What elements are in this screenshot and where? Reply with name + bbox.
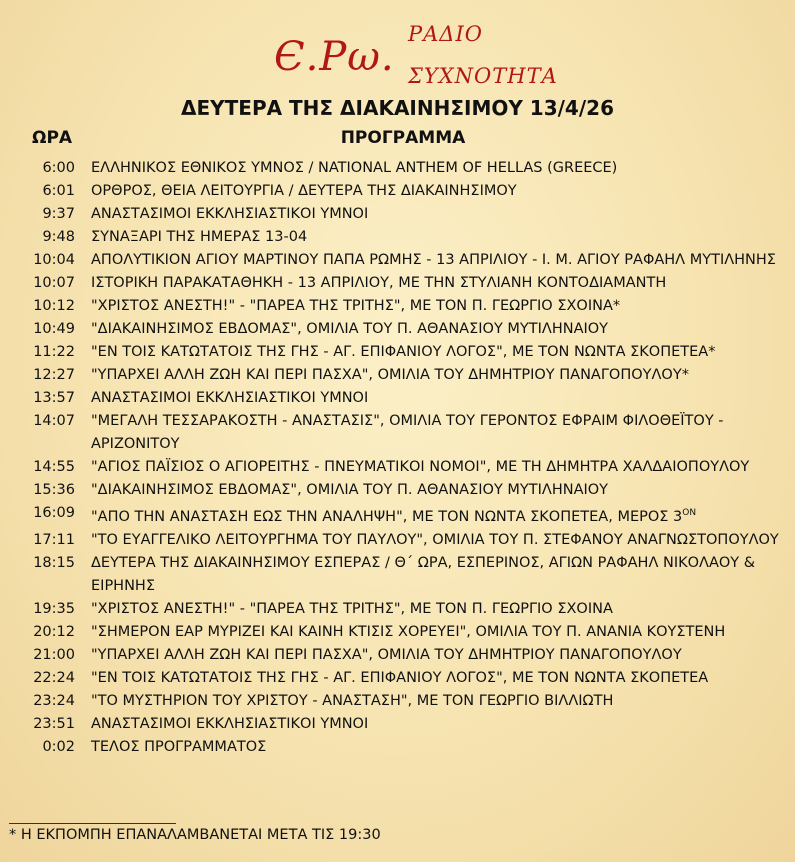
schedule-time: 11:22 (33, 344, 75, 360)
schedule-program-text: "ΕΝ ΤΟΙΣ ΚΑΤΩΤΑΤΟΙΣ ΤΗΣ ΓΗΣ - ΑΓ. ΕΠΙΦΑΝΙΟΥ ΛΟΓΟΣ", ΜΕ ΤΟΝ ΝΩΝΤΑ ΣΚΟΠΕΤΕΑ* (91, 344, 716, 360)
schedule-program-text: "ΑΓΙΟΣ ΠΑΪΣΙΟΣ Ο ΑΓΙΟΡΕΙΤΗΣ - ΠΝΕΥΜΑΤΙΚΟΙ ΝΟΜΟΙ", ΜΕ ΤΗ ΔΗΜΗΤΡΑ ΧΑΛΔΑΙΟΠΟΥΛΟΥ (91, 459, 750, 475)
schedule-program-text: ΟΡΘΡΟΣ, ΘΕΙΑ ΛΕΙΤΟΥΡΓΙΑ / ΔΕΥΤΕΡΑ ΤΗΣ ΔΙΑΚΑΙΝΗΣΙΜΟΥ (91, 183, 517, 199)
schedule-time: 10:07 (33, 275, 75, 291)
logo-word-radio: ΡΑΔΙΟ (408, 22, 483, 46)
schedule-program-text: ΕΛΛΗΝΙΚΟΣ ΕΘΝΙΚΟΣ ΥΜΝΟΣ / NATIONAL ANTHEM OF HELLAS (GREECE) (91, 160, 618, 176)
column-header-program: ΠΡΟΓΡΑΜΜΑ (340, 128, 466, 148)
schedule-time: 0:02 (42, 738, 75, 755)
schedule-time: 6:00 (42, 160, 75, 176)
schedule-program (91, 387, 781, 410)
schedule-program-text: "ΔΙΑΚΑΙΝΗΣΙΜΟΣ ΕΒΔΟΜΑΣ", ΟΜΙΛΙΑ ΤΟΥ Π. ΑΘΑΝΑΣΙΟΥ ΜΥΤΙΛΗΝΑΙΟΥ (91, 321, 609, 337)
schedule-row (0, 479, 795, 502)
schedule-program (91, 644, 781, 667)
schedule-row (0, 410, 795, 456)
schedule-program-text: ΑΝΑΣΤΑΣΙΜΟΙ ΕΚΚΛΗΣΙΑΣΤΙΚΟΙ ΥΜΝΟΙ (91, 206, 369, 222)
schedule-program-text: ΤΕΛΟΣ ΠΡΟΓΡΑΜΜΑΤΟΣ (91, 738, 267, 755)
footnote-divider (9, 823, 176, 824)
schedule-program (91, 690, 781, 713)
schedule-row (0, 318, 795, 341)
schedule-row (0, 387, 795, 410)
schedule-program-text: ΑΠΟΛΥΤΙΚΙΟΝ ΑΓΙΟΥ ΜΑΡΤΙΝΟΥ ΠΑΠΑ ΡΩΜΗΣ - 13 ΑΠΡΙΛΙΟΥ - Ι. Μ. ΑΓΙΟΥ ΡΑΦΑΗΛ ΜΥΤΙΛΗΝΗΣ (91, 252, 776, 268)
schedule-program (91, 272, 781, 295)
schedule-row (0, 456, 795, 479)
schedule-program-text: "ΤΟ ΕΥΑΓΓΕΛΙΚΟ ΛΕΙΤΟΥΡΓΗΜΑ ΤΟΥ ΠΑΥΛΟΥ", ΟΜΙΛΙΑ ΤΟΥ Π. ΣΤΕΦΑΝΟΥ ΑΝΑΓΝΩΣΤΟΠΟΥΛΟΥ (91, 531, 779, 548)
schedule-program (91, 713, 781, 736)
schedule-program-text: "ΥΠΑΡΧΕΙ ΑΛΛΗ ΖΩΗ ΚΑΙ ΠΕΡΙ ΠΑΣΧΑ", ΟΜΙΛΙΑ ΤΟΥ ΔΗΜΗΤΡΙΟΥ ΠΑΝΑΓΟΠΟΥΛΟΥ (91, 646, 682, 663)
schedule-program-text: "ΥΠΑΡΧΕΙ ΑΛΛΗ ΖΩΗ ΚΑΙ ΠΕΡΙ ΠΑΣΧΑ", ΟΜΙΛΙΑ ΤΟΥ ΔΗΜΗΤΡΙΟΥ ΠΑΝΑΓΟΠΟΥΛΟΥ* (91, 367, 689, 383)
schedule-time: 14:07 (33, 413, 75, 429)
schedule-program (91, 598, 781, 621)
schedule-row (0, 249, 795, 272)
schedule-program-text: "ΧΡΙΣΤΟΣ ΑΝΕΣΤΗ!" - "ΠΑΡΕΑ ΤΗΣ ΤΡΙΤΗΣ", ΜΕ ΤΟΝ Π. ΓΕΩΡΓΙΟ ΣΧΟΙΝΑ* (91, 298, 621, 314)
schedule-program (91, 203, 781, 226)
schedule-time: 22:24 (33, 669, 75, 686)
schedule-program-text: ΣΥΝΑΞΑΡΙ ΤΗΣ ΗΜΕΡΑΣ 13-04 (91, 229, 308, 245)
schedule-program (91, 410, 781, 456)
schedule-program (91, 621, 781, 644)
schedule-row (0, 598, 795, 621)
logo-mark: Є.Рω. (274, 34, 395, 80)
schedule-time: 17:11 (33, 531, 75, 548)
schedule-row (0, 667, 795, 690)
schedule-list (0, 157, 795, 759)
schedule-program-text: "ΔΙΑΚΑΙΝΗΣΙΜΟΣ ΕΒΔΟΜΑΣ", ΟΜΙΛΙΑ ΤΟΥ Π. ΑΘΑΝΑΣΙΟΥ ΜΥΤΙΛΗΝΑΙΟΥ (91, 482, 609, 498)
schedule-program-text: "ΣΗΜΕΡΟΝ ΕΑΡ ΜΥΡΙΖΕΙ ΚΑΙ ΚΑΙΝΗ ΚΤΙΣΙΣ ΧΟΡΕΥΕΙ", ΟΜΙΛΙΑ ΤΟΥ Π. ΑΝΑΝΙΑ ΚΟΥΣΤΕΝΗ (91, 623, 726, 640)
footnote: * Η ΕΚΠΟΜΠΗ ΕΠΑΝΑΛΑΜΒΑΝΕΤΑΙ ΜΕΤΑ ΤΙΣ 19:30 (9, 827, 381, 843)
schedule-time: 13:57 (33, 390, 75, 406)
schedule-row (0, 552, 795, 598)
schedule-time: 10:12 (33, 298, 75, 314)
schedule-row (0, 203, 795, 226)
schedule-program (91, 529, 781, 552)
ordinal-superscript: ΟΝ (682, 508, 697, 518)
schedule-program-text: ΑΝΑΣΤΑΣΙΜΟΙ ΕΚΚΛΗΣΙΑΣΤΙΚΟΙ ΥΜΝΟΙ (91, 715, 369, 732)
schedule-program (91, 157, 781, 180)
schedule-program-text: ΑΝΑΣΤΑΣΙΜΟΙ ΕΚΚΛΗΣΙΑΣΤΙΚΟΙ ΥΜΝΟΙ (91, 390, 369, 406)
column-header-time: ΩΡΑ (32, 128, 73, 148)
schedule-row (0, 644, 795, 667)
schedule-time: 12:27 (33, 367, 75, 383)
schedule-program-text: "ΧΡΙΣΤΟΣ ΑΝΕΣΤΗ!" - "ΠΑΡΕΑ ΤΗΣ ΤΡΙΤΗΣ", ΜΕ ΤΟΝ Π. ΓΕΩΡΓΙΟ ΣΧΟΙΝΑ (91, 600, 613, 617)
schedule-time: 6:01 (42, 183, 75, 199)
schedule-program-text: "ΤΟ ΜΥΣΤΗΡΙΟΝ ΤΟΥ ΧΡΙΣΤΟΥ - ΑΝΑΣΤΑΣΗ", ΜΕ ΤΟΝ ΓΕΩΡΓΙΟ ΒΙΛΛΙΩΤΗ (91, 692, 614, 709)
schedule-program (91, 364, 781, 387)
schedule-row (0, 713, 795, 736)
schedule-time: 14:55 (33, 459, 75, 475)
schedule-row (0, 341, 795, 364)
schedule-row (0, 364, 795, 387)
schedule-program-text: "ΕΝ ΤΟΙΣ ΚΑΤΩΤΑΤΟΙΣ ΤΗΣ ΓΗΣ - ΑΓ. ΕΠΙΦΑΝΙΟΥ ΛΟΓΟΣ", ΜΕ ΤΟΝ ΝΩΝΤΑ ΣΚΟΠΕΤΕΑ (91, 669, 709, 686)
schedule-time: 15:36 (33, 482, 75, 498)
schedule-row (0, 690, 795, 713)
schedule-program (91, 456, 781, 479)
schedule-row (0, 180, 795, 203)
schedule-program-text: "ΜΕΓΑΛΗ ΤΕΣΣΑΡΑΚΟΣΤΗ - ΑΝΑΣΤΑΣΙΣ", ΟΜΙΛΙΑ ΤΟΥ ΓΕΡΟΝΤΟΣ ΕΦΡΑΙΜ ΦΙΛΟΘΕΪΤΟΥ - ΑΡΙΖΟΝΙΤΟΥ (91, 413, 724, 452)
schedule-row (0, 529, 795, 552)
page-title: ΔΕΥΤΕΡΑ ΤΗΣ ΔΙΑΚΑΙΝΗΣΙΜΟΥ 13/4/26 (181, 96, 614, 120)
schedule-time: 21:00 (33, 646, 75, 663)
station-logo (0, 18, 795, 96)
schedule-time: 10:04 (33, 252, 75, 268)
schedule-row (0, 295, 795, 318)
schedule-time: 18:15 (33, 554, 75, 571)
schedule-row (0, 272, 795, 295)
schedule-time: 19:35 (33, 600, 75, 617)
schedule-program-text: ΙΣΤΟΡΙΚΗ ΠΑΡΑΚΑΤΑΘΗΚΗ - 13 ΑΠΡΙΛΙΟΥ, ΜΕ ΤΗΝ ΣΤΥΛΙΑΝΗ ΚΟΝΤΟΔΙΑΜΑΝΤΗ (91, 275, 667, 291)
schedule-row (0, 502, 795, 529)
schedule-time: 9:37 (42, 206, 75, 222)
schedule-time: 23:24 (33, 692, 75, 709)
schedule-time: 23:51 (33, 715, 75, 732)
schedule-row (0, 621, 795, 644)
schedule-time: 10:49 (33, 321, 75, 337)
schedule-program (91, 249, 781, 272)
schedule-program (91, 295, 781, 318)
schedule-program-text: ΔΕΥΤΕΡΑ ΤΗΣ ΔΙΑΚΑΙΝΗΣΙΜΟΥ ΕΣΠΕΡΑΣ / Θ΄ ΩΡΑ, ΕΣΠΕΡΙΝΟΣ, ΑΓΙΩΝ ΡΑΦΑΗΛ ΝΙΚΟΛΑΟΥ & ΕΙΡΗΝΗΣ (91, 554, 756, 594)
schedule-time: 16:09 (33, 505, 75, 521)
schedule-program (91, 318, 781, 341)
schedule-program (91, 552, 781, 598)
schedule-program (91, 736, 781, 759)
schedule-program-text: "ΑΠΟ ΤΗΝ ΑΝΑΣΤΑΣΗ ΕΩΣ ΤΗΝ ΑΝΑΛΗΨΗ", ΜΕ ΤΟΝ ΝΩΝΤΑ ΣΚΟΠΕΤΕΑ, ΜΕΡΟΣ 3 (91, 508, 683, 525)
schedule-program (91, 341, 781, 364)
schedule-program (91, 479, 781, 502)
schedule-row (0, 226, 795, 249)
schedule-program (91, 667, 781, 690)
schedule-row (0, 157, 795, 180)
schedule-program (91, 180, 781, 203)
schedule-time: 9:48 (42, 229, 75, 245)
logo-word-frequency: ΣΥΧΝΟΤΗΤΑ (408, 64, 558, 88)
schedule-program (91, 226, 781, 249)
schedule-row (0, 736, 795, 759)
schedule-time: 20:12 (33, 623, 75, 640)
schedule-program (91, 502, 781, 529)
